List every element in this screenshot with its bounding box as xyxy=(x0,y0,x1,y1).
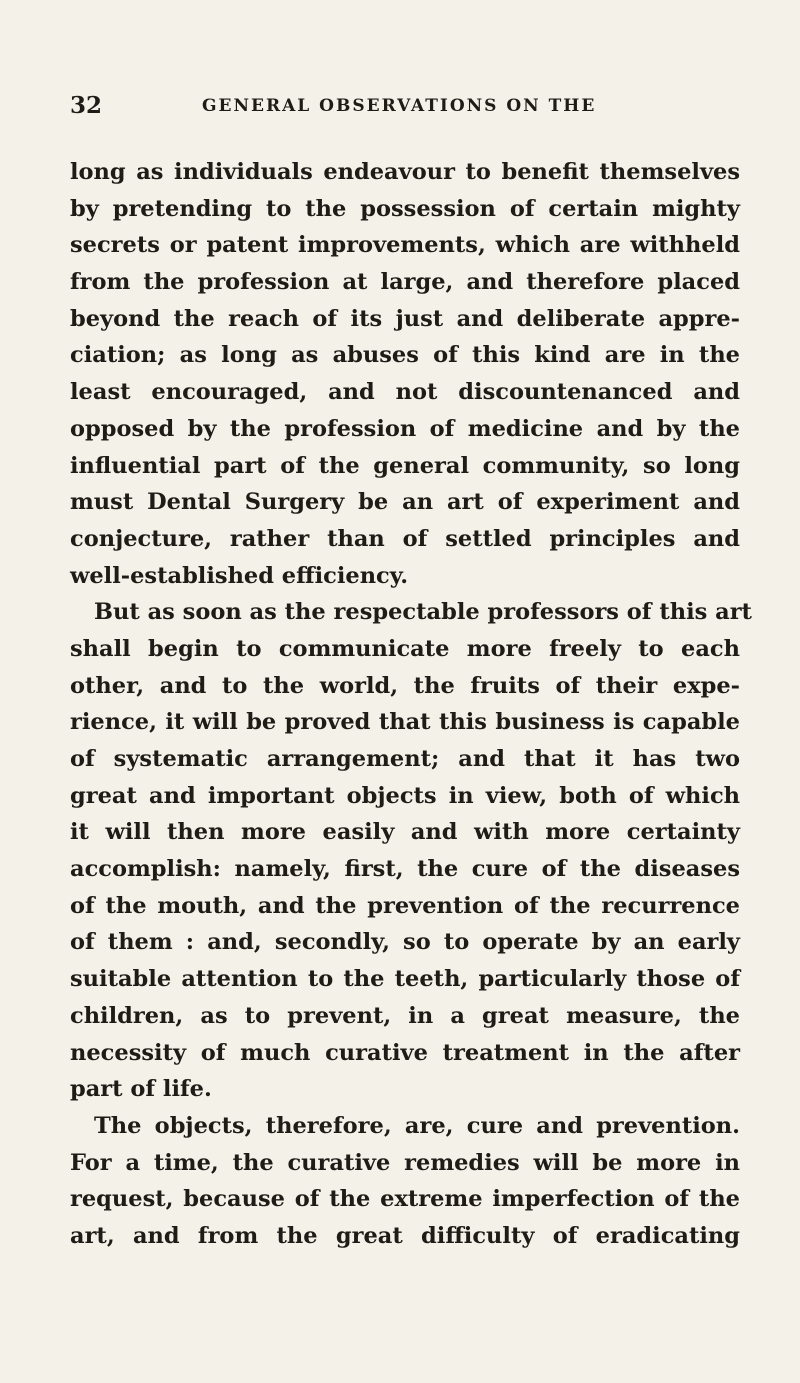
text-line: opposed by the profession of medicine and by the xyxy=(70,415,740,442)
text-line: For a time, the curative remedies will be more in xyxy=(70,1149,740,1176)
text-line: secrets or patent improvements, which are withheld xyxy=(70,232,740,259)
page-header xyxy=(70,92,740,122)
text-line: beyond the reach of its just and deliberate appre- xyxy=(70,305,740,332)
text-line: shall begin to communicate more freely to each xyxy=(70,635,740,662)
text-line: of the mouth, and the prevention of the recurrence xyxy=(70,892,740,919)
text-line: But as soon as the respectable professors of this art xyxy=(94,599,752,626)
text-line: long as individuals endeavour to benefit themselves xyxy=(70,159,740,185)
text-line: ciation; as long as abuses of this kind are in the xyxy=(70,342,740,369)
body-text xyxy=(70,154,752,1255)
text-line: least encouraged, and not discountenanced and xyxy=(70,379,740,406)
text-line: suitable attention to the teeth, particularly those of xyxy=(70,966,740,993)
text-line: of systematic arrangement; and that it has two xyxy=(70,746,740,772)
text-line: influential part of the general community, so long xyxy=(70,452,740,479)
text-line: must Dental Surgery be an art of experiment and xyxy=(70,489,740,516)
text-line: children, as to prevent, in a great measure, the xyxy=(70,1002,740,1029)
text-line: other, and to the world, the fruits of their expe- xyxy=(70,672,740,699)
text-line: well-established efficiency. xyxy=(70,562,409,589)
text-line: it will then more easily and with more certainty xyxy=(70,819,740,846)
text-line: great and important objects in view, both of which xyxy=(70,782,740,809)
text-line: request, because of the extreme imperfection of the xyxy=(70,1186,740,1213)
text-line: rience, it will be proved that this business is capable xyxy=(70,709,740,736)
text-line: by pretending to the possession of certain mighty xyxy=(70,195,740,222)
text-line: art, and from the great difficulty of eradicating xyxy=(70,1222,740,1249)
text-line: of them : and, secondly, so to operate by an early xyxy=(70,929,740,956)
running-title: GENERAL OBSERVATIONS ON THE xyxy=(202,96,597,116)
text-line: from the profession at large, and therefore placed xyxy=(70,269,740,296)
text-line: part of life. xyxy=(70,1076,212,1103)
text-line: The objects, therefore, are, cure and prevention. xyxy=(94,1112,740,1139)
text-line: accomplish: namely, first, the cure of the diseases xyxy=(70,856,740,883)
text-line: necessity of much curative treatment in the after xyxy=(70,1039,740,1066)
page-number: 32 xyxy=(70,92,103,119)
text-line: conjecture, rather than of settled principles and xyxy=(70,525,740,552)
